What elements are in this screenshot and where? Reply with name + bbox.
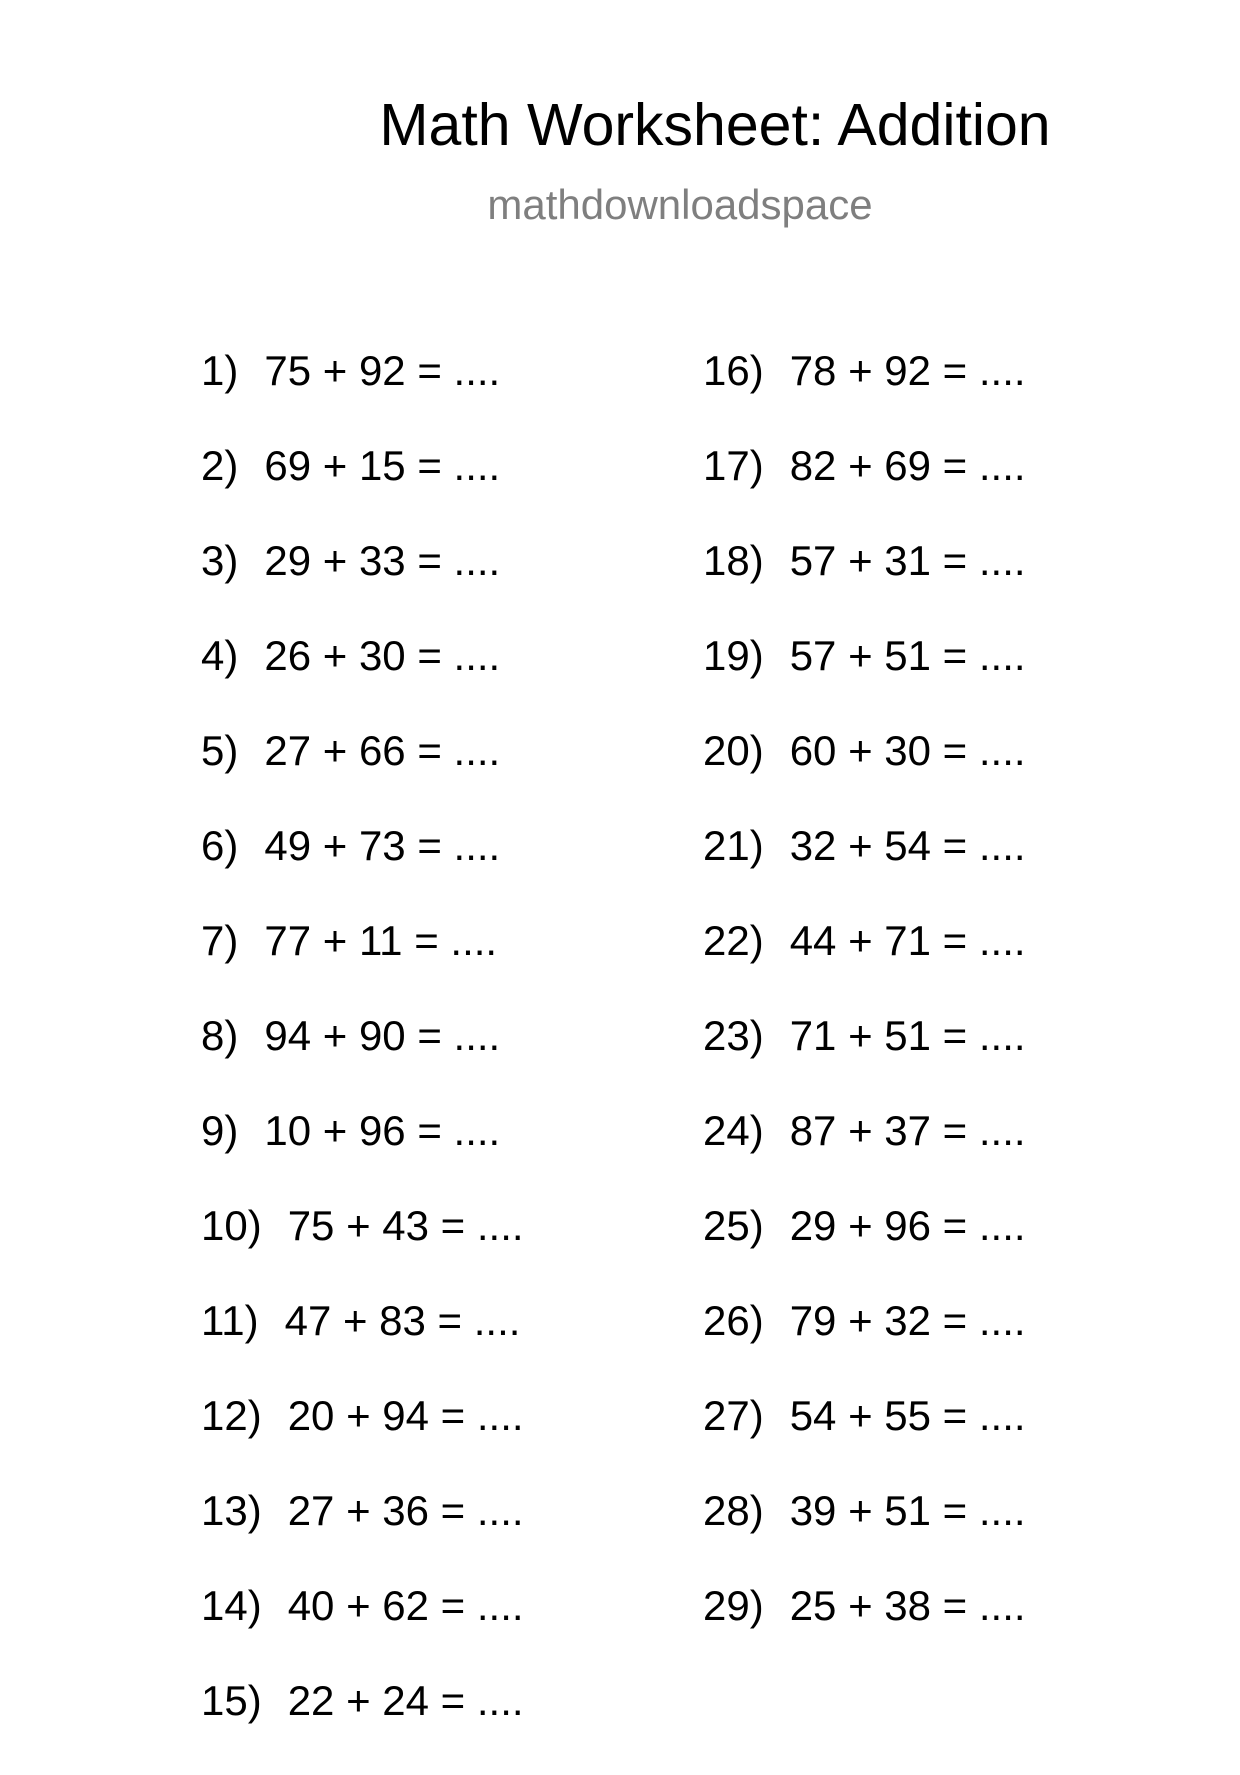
problem-expression: 22 + 24 = .... bbox=[287, 1677, 524, 1724]
problem-number: 15) bbox=[201, 1677, 262, 1724]
problem-expression: 32 + 54 = .... bbox=[789, 822, 1026, 869]
problem-item bbox=[703, 917, 1223, 1015]
problem-number: 29) bbox=[703, 1582, 764, 1629]
problem-expression: 39 + 51 = .... bbox=[789, 1487, 1026, 1534]
problem-number: 6) bbox=[201, 822, 239, 869]
problem-item bbox=[201, 727, 721, 825]
problem-number: 25) bbox=[703, 1202, 764, 1249]
problem-item bbox=[201, 632, 721, 730]
problem-number: 24) bbox=[703, 1107, 764, 1154]
problem-number: 1) bbox=[201, 347, 239, 394]
problem-number: 28) bbox=[703, 1487, 764, 1534]
problem-number: 4) bbox=[201, 632, 239, 679]
problem-item bbox=[703, 1202, 1223, 1300]
problem-expression: 60 + 30 = .... bbox=[789, 727, 1026, 774]
problem-item bbox=[201, 1202, 721, 1300]
problem-number: 18) bbox=[703, 537, 764, 584]
problem-expression: 26 + 30 = .... bbox=[264, 632, 501, 679]
problem-item bbox=[201, 1487, 721, 1585]
problem-expression: 78 + 92 = .... bbox=[789, 347, 1026, 394]
problem-expression: 54 + 55 = .... bbox=[789, 1392, 1026, 1439]
problem-expression: 75 + 92 = .... bbox=[264, 347, 501, 394]
problem-expression: 57 + 31 = .... bbox=[789, 537, 1026, 584]
problem-number: 27) bbox=[703, 1392, 764, 1439]
problem-expression: 25 + 38 = .... bbox=[789, 1582, 1026, 1629]
problem-item bbox=[703, 1012, 1223, 1110]
problem-item bbox=[201, 917, 721, 1015]
problem-expression: 71 + 51 = .... bbox=[789, 1012, 1026, 1059]
problem-item bbox=[201, 442, 721, 540]
problem-item bbox=[201, 822, 721, 920]
problem-item bbox=[703, 1107, 1223, 1205]
problem-column-right bbox=[703, 347, 1223, 1680]
problem-number: 3) bbox=[201, 537, 239, 584]
problem-item bbox=[703, 822, 1223, 920]
problem-expression: 75 + 43 = .... bbox=[287, 1202, 524, 1249]
problem-expression: 40 + 62 = .... bbox=[287, 1582, 524, 1629]
problem-expression: 87 + 37 = .... bbox=[789, 1107, 1026, 1154]
problem-number: 23) bbox=[703, 1012, 764, 1059]
problem-expression: 27 + 36 = .... bbox=[287, 1487, 524, 1534]
problem-number: 8) bbox=[201, 1012, 239, 1059]
worksheet-subtitle: mathdownloadspace bbox=[487, 181, 873, 228]
problem-item bbox=[703, 442, 1223, 540]
worksheet-title: Math Worksheet: Addition bbox=[379, 92, 1051, 158]
problem-expression: 82 + 69 = .... bbox=[789, 442, 1026, 489]
problem-expression: 27 + 66 = .... bbox=[264, 727, 501, 774]
problem-expression: 29 + 96 = .... bbox=[789, 1202, 1026, 1249]
problem-number: 22) bbox=[703, 917, 764, 964]
problem-number: 9) bbox=[201, 1107, 239, 1154]
problem-number: 13) bbox=[201, 1487, 262, 1534]
problem-expression: 29 + 33 = .... bbox=[264, 537, 501, 584]
problem-number: 12) bbox=[201, 1392, 262, 1439]
problem-number: 10) bbox=[201, 1202, 262, 1249]
problem-number: 16) bbox=[703, 347, 764, 394]
problem-item bbox=[201, 347, 721, 445]
problem-item bbox=[201, 1012, 721, 1110]
problem-expression: 20 + 94 = .... bbox=[287, 1392, 524, 1439]
problem-expression: 77 + 11 = .... bbox=[264, 917, 498, 964]
problem-expression: 57 + 51 = .... bbox=[789, 632, 1026, 679]
problem-item bbox=[201, 1297, 721, 1395]
problem-number: 20) bbox=[703, 727, 764, 774]
problem-item bbox=[201, 1392, 721, 1490]
problem-number: 11) bbox=[201, 1297, 259, 1344]
problem-expression: 69 + 15 = .... bbox=[264, 442, 501, 489]
problem-number: 17) bbox=[703, 442, 764, 489]
problem-item bbox=[201, 537, 721, 635]
problem-expression: 44 + 71 = .... bbox=[789, 917, 1026, 964]
problem-expression: 94 + 90 = .... bbox=[264, 1012, 501, 1059]
problem-column-left bbox=[201, 347, 721, 1775]
problem-number: 2) bbox=[201, 442, 239, 489]
problem-item bbox=[201, 1677, 721, 1775]
problem-number: 14) bbox=[201, 1582, 262, 1629]
problem-expression: 49 + 73 = .... bbox=[264, 822, 501, 869]
problem-item bbox=[703, 1487, 1223, 1585]
problem-expression: 47 + 83 = .... bbox=[284, 1297, 521, 1344]
problem-number: 19) bbox=[703, 632, 764, 679]
problem-item bbox=[703, 1582, 1223, 1680]
problem-number: 26) bbox=[703, 1297, 764, 1344]
problem-item bbox=[201, 1107, 721, 1205]
problem-number: 5) bbox=[201, 727, 239, 774]
problem-expression: 10 + 96 = .... bbox=[264, 1107, 501, 1154]
problem-number: 21) bbox=[703, 822, 764, 869]
problem-item bbox=[703, 1297, 1223, 1395]
problem-item bbox=[703, 632, 1223, 730]
problem-item bbox=[703, 1392, 1223, 1490]
problem-item bbox=[703, 727, 1223, 825]
problem-item bbox=[703, 537, 1223, 635]
problem-item bbox=[703, 347, 1223, 445]
problem-expression: 79 + 32 = .... bbox=[789, 1297, 1026, 1344]
problem-number: 7) bbox=[201, 917, 239, 964]
problem-item bbox=[201, 1582, 721, 1680]
